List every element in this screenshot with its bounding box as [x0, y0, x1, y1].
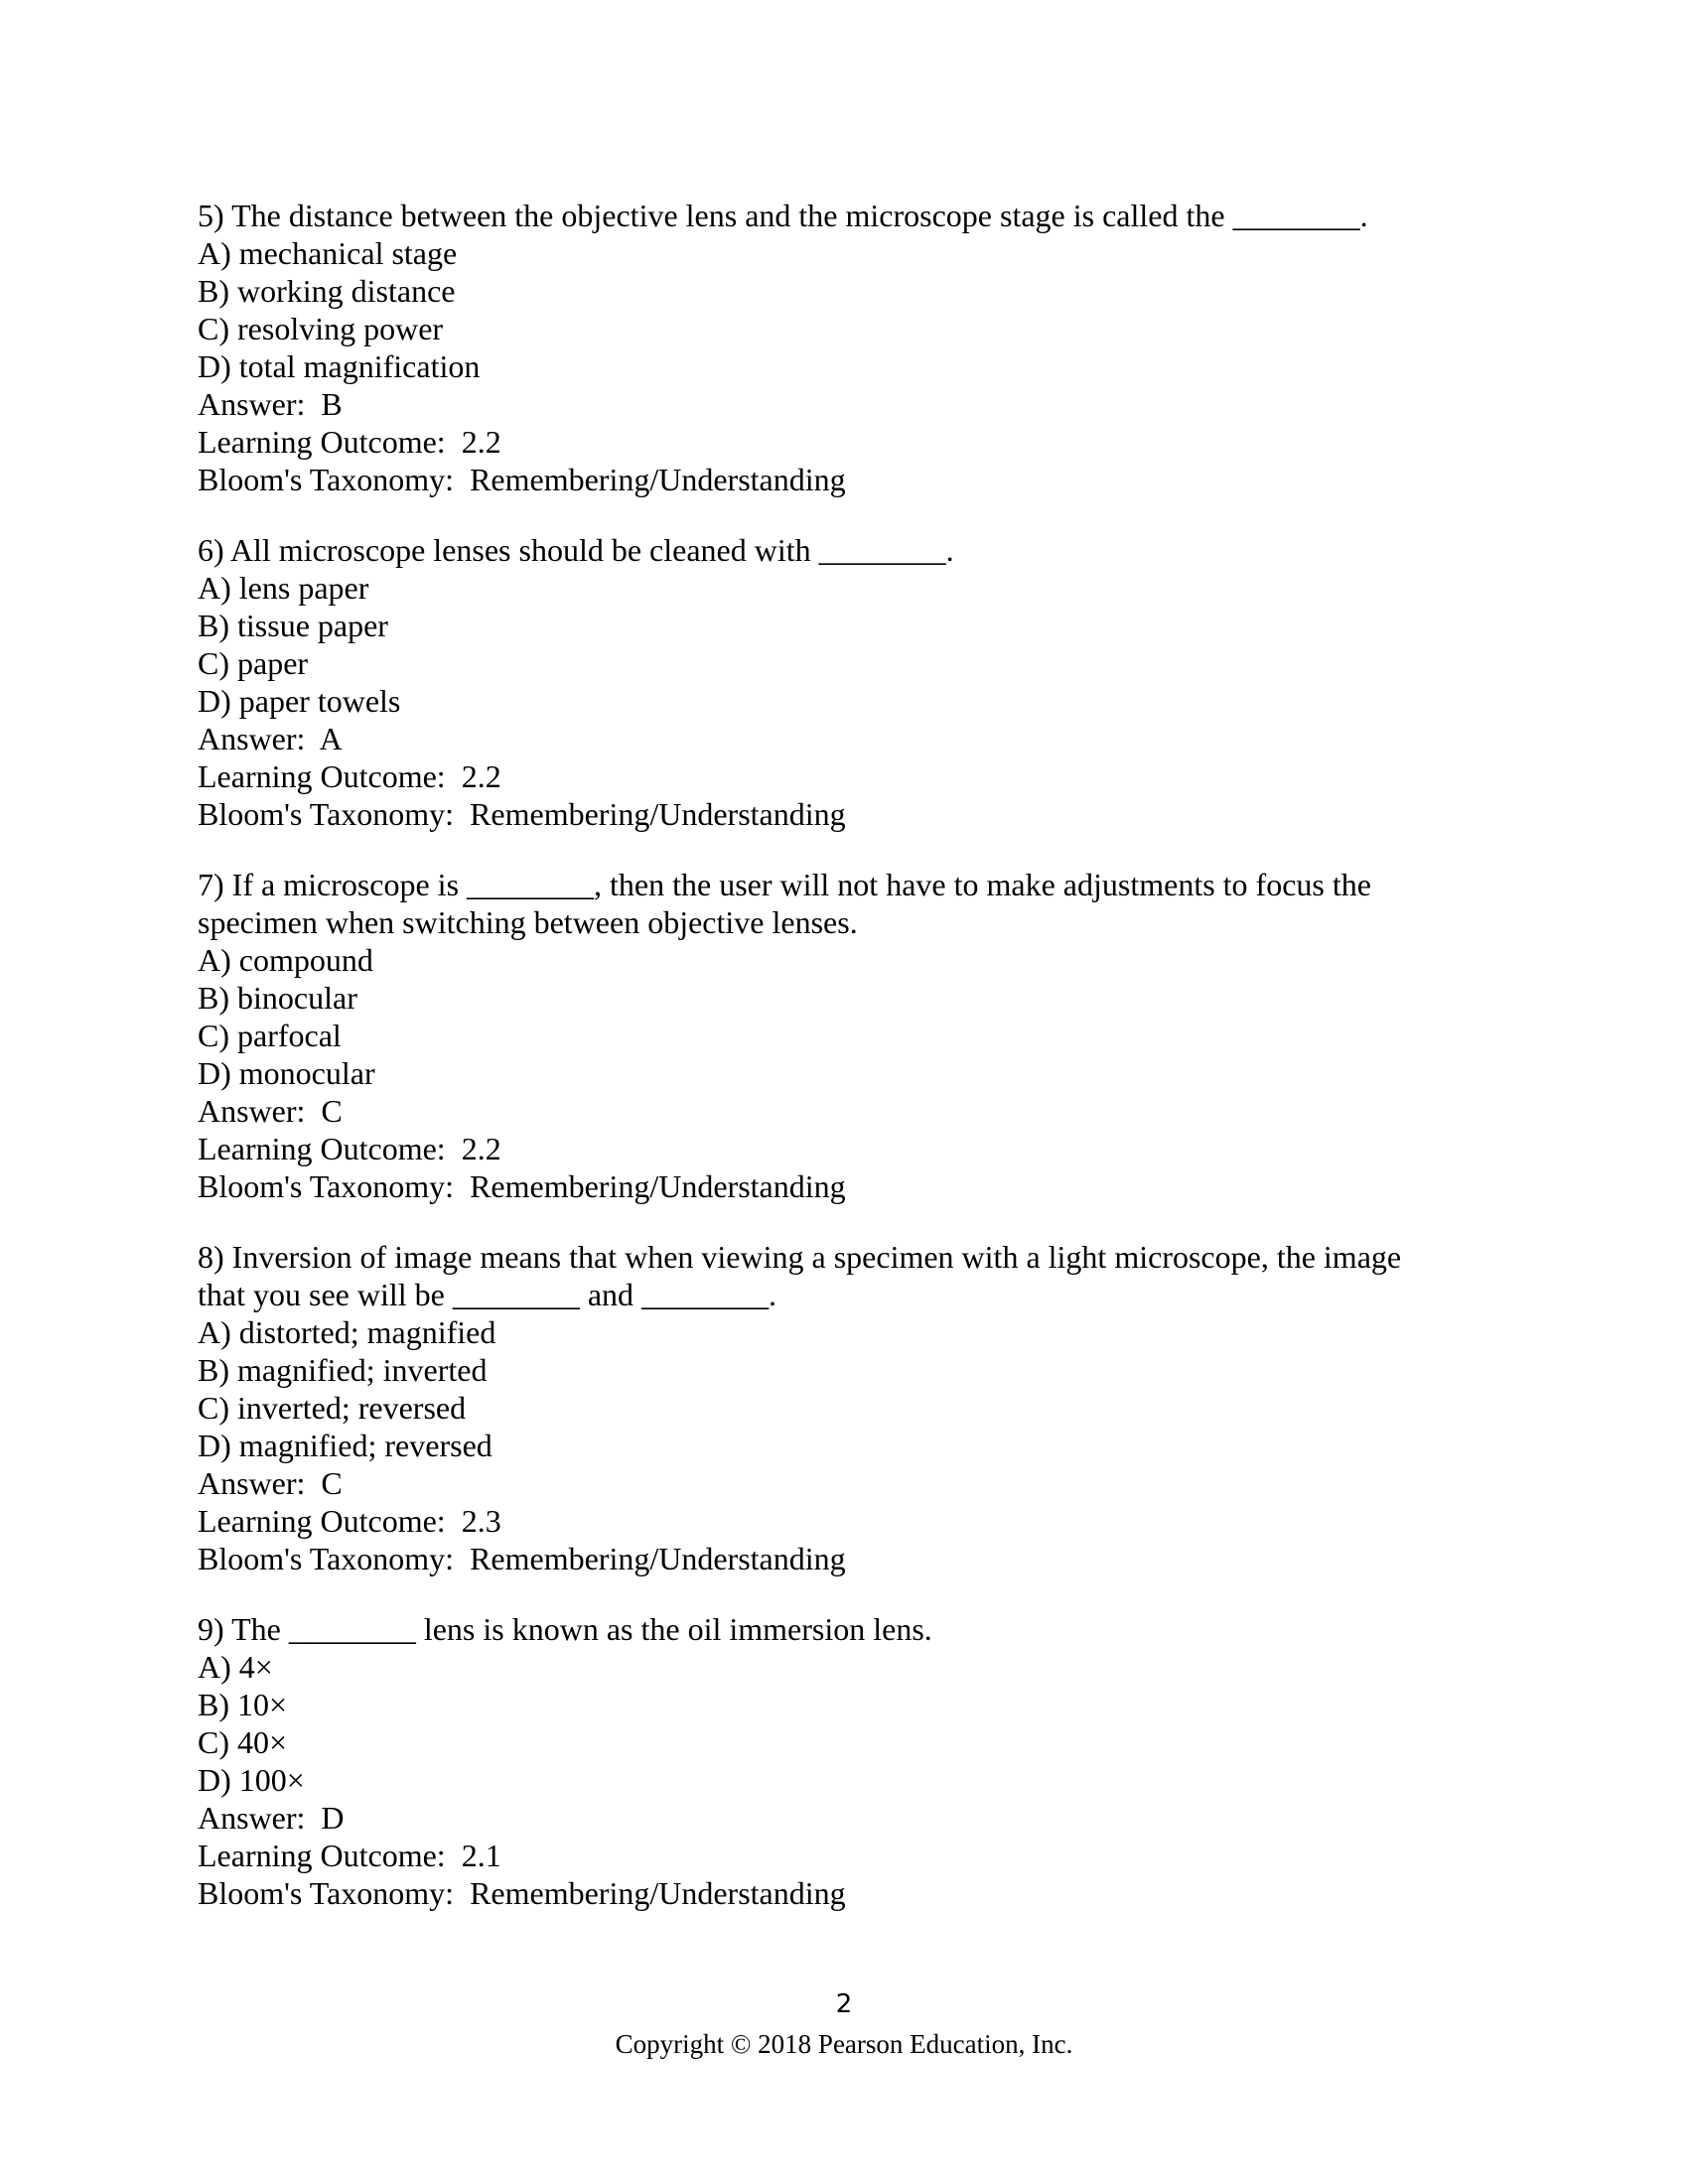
answer-option: C) inverted; reversed	[198, 1390, 467, 1426]
answer-key: Answer: B	[198, 386, 343, 422]
question-stem: 9) The ________ lens is known as the oil immersion lens.	[198, 1611, 932, 1647]
answer-key: Answer: C	[198, 1465, 343, 1501]
answer-option: A) mechanical stage	[198, 235, 458, 271]
blooms-taxonomy: Bloom's Taxonomy: Remembering/Understanding	[198, 1875, 846, 1911]
answer-option: B) magnified; inverted	[198, 1352, 488, 1388]
learning-outcome: Learning Outcome: 2.1	[198, 1838, 501, 1873]
answer-key: Answer: C	[198, 1093, 343, 1129]
question-block	[198, 1610, 1488, 1912]
blooms-taxonomy: Bloom's Taxonomy: Remembering/Understanding	[198, 1168, 846, 1204]
learning-outcome: Learning Outcome: 2.2	[198, 758, 501, 794]
answer-option: B) binocular	[198, 980, 357, 1016]
answer-option: B) 10×	[198, 1687, 288, 1722]
blooms-taxonomy: Bloom's Taxonomy: Remembering/Understanding	[198, 462, 846, 497]
answer-option: B) working distance	[198, 273, 456, 309]
answer-option: D) paper towels	[198, 683, 401, 719]
copyright-notice: Copyright © 2018 Pearson Education, Inc.	[615, 2029, 1073, 2059]
answer-option: A) distorted; magnified	[198, 1314, 496, 1350]
answer-option: C) parfocal	[198, 1018, 342, 1053]
answer-option: D) 100×	[198, 1762, 305, 1798]
blooms-taxonomy: Bloom's Taxonomy: Remembering/Understanding	[198, 796, 846, 832]
blooms-taxonomy: Bloom's Taxonomy: Remembering/Understanding	[198, 1541, 846, 1576]
question-stem: 8) Inversion of image means that when viewing a specimen with a light microscope, the image	[198, 1239, 1402, 1275]
question-stem: that you see will be ________ and ________.	[198, 1277, 777, 1312]
learning-outcome: Learning Outcome: 2.3	[198, 1503, 501, 1539]
question-block	[198, 197, 1488, 498]
question-stem: 5) The distance between the objective lens and the microscope stage is called the ________.	[198, 198, 1368, 233]
answer-key: Answer: A	[198, 721, 343, 756]
question-stem: 7) If a microscope is ________, then the user will not have to make adjustments to focus the	[198, 867, 1371, 902]
answer-key: Answer: D	[198, 1800, 345, 1836]
answer-option: A) compound	[198, 942, 373, 978]
question-block	[198, 1238, 1488, 1577]
answer-option: C) resolving power	[198, 311, 444, 346]
answer-option: C) paper	[198, 645, 309, 681]
answer-option: D) monocular	[198, 1055, 375, 1091]
answer-option: A) 4×	[198, 1649, 273, 1685]
answer-option: A) lens paper	[198, 570, 369, 606]
question-stem: 6) All microscope lenses should be cleaned with ________.	[198, 532, 954, 568]
learning-outcome: Learning Outcome: 2.2	[198, 424, 501, 460]
page-number: 2	[835, 1989, 853, 2019]
learning-outcome: Learning Outcome: 2.2	[198, 1131, 501, 1166]
question-block	[198, 531, 1488, 833]
answer-option: D) total magnification	[198, 348, 481, 384]
question-block	[198, 866, 1488, 1205]
question-stem: specimen when switching between objective lenses.	[198, 904, 858, 940]
question-list	[198, 197, 1488, 1945]
answer-option: C) 40×	[198, 1724, 288, 1760]
answer-option: B) tissue paper	[198, 608, 388, 643]
answer-option: D) magnified; reversed	[198, 1428, 492, 1463]
